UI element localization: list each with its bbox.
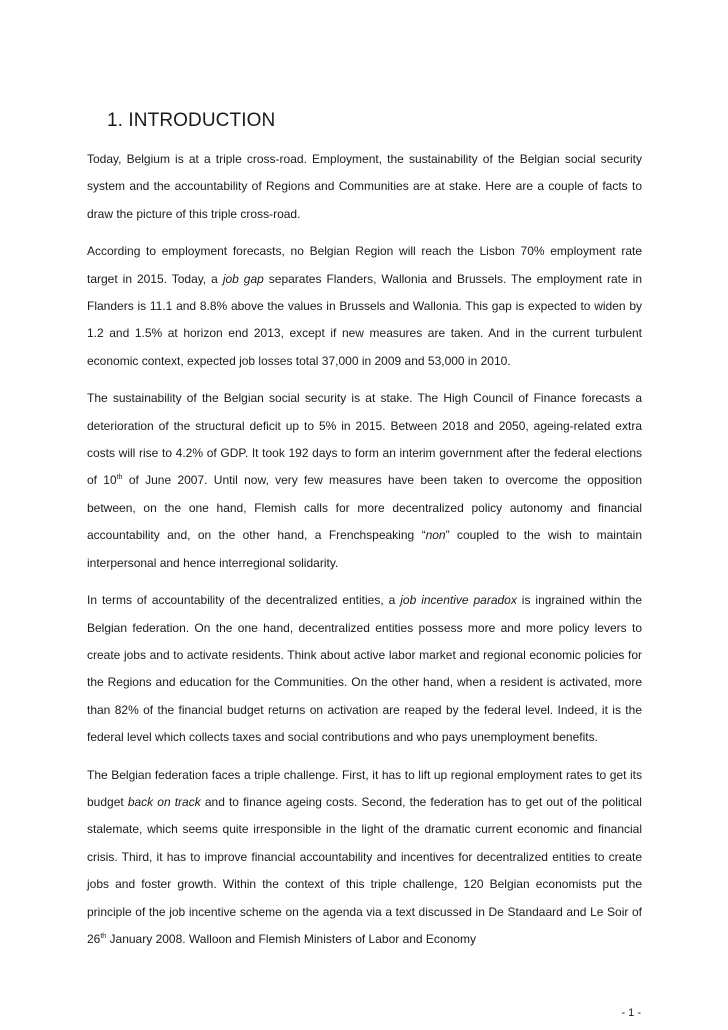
paragraph — [87, 146, 642, 228]
text-run: of June 2007. Until now, very few measures have been taken to overcome the opposition between, on the one hand, Flemish calls for more decentralized policy autonomy and financial accountability and, on the other hand, a Frenchspeaking “ — [87, 473, 642, 543]
text-run: According to employment forecasts, no Belgian Region will reach the Lisbon 70% employment rate target in 2015. Today, a — [87, 244, 642, 286]
text-run: In terms of accountability of the decentralized entities, a — [87, 593, 401, 608]
paragraph — [87, 587, 642, 751]
paragraph — [87, 762, 642, 954]
text-run: The sustainability of the Belgian social security is at stake. The High Council of Finance forecasts a deterioration of the structural deficit up to 5% in 2015. Between 2018 and 2050, ageing-related extra costs will rise to 4.2% of GDP. It took 192 days to form an interim government after the federal elections of 10 — [87, 391, 642, 488]
superscript: th — [116, 474, 123, 482]
text-run: ” coupled to the wish to maintain interpersonal and hence interregional solidarity. — [87, 528, 642, 570]
text-run: January 2008. Walloon and Flemish Ministers of Labor and Economy — [106, 931, 476, 946]
text-run: separates Flanders, Wallonia and Brussels. The employment rate in Flanders is 11.1 and 8.8% above the values in Brussels and Wallonia. This gap is expected to widen by 1.2 and 1.5% at horizon end 2013, except if new measures are taken. And in the current turbulent economic context, expected job losses total 37,000 in 2009 and 53,000 in 2010. — [87, 271, 642, 368]
section-heading: 1. INTRODUCTION — [107, 110, 276, 131]
text-run: Today, Belgium is at a triple cross-road. Employment, the sustainability of the Belgian social security system and the accountability of Regions and Communities are at stake. Here are a couple of facts to draw the picture of this triple cross-road. — [87, 152, 642, 221]
italic-text: non — [425, 528, 446, 543]
document-body — [87, 146, 642, 963]
paragraph — [87, 385, 642, 577]
text-run: and to finance ageing costs. Second, the federation has to get out of the political stalemate, which seems quite irresponsible in the light of the dramatic current economic and financial crisis. Third, it has to improve financial accountability and incentives for decentralized entities to create jobs and foster growth. Within the context of this triple challenge, 120 Belgian economists put the principle of the job incentive scheme on the agenda via a text discussed in De Standaard and Le Soir of 26 — [87, 794, 642, 946]
italic-text: job gap — [222, 271, 264, 286]
paragraph — [87, 238, 642, 375]
text-run: The Belgian federation faces a triple challenge. First, it has to lift up regional employment rates to get its budget — [87, 767, 642, 809]
superscript: th — [100, 932, 107, 940]
page-number: - 1 - — [621, 1007, 641, 1019]
italic-text: job incentive paradox — [400, 593, 517, 608]
italic-text: back on track — [127, 794, 201, 809]
text-run: is ingrained within the Belgian federation. On the one hand, decentralized entities possess more and more policy levers to create jobs and to activate residents. Think about active labor market and regional economic policies for the Regions and education for the Communities. On the other hand, when a resident is activated, more than 82% of the financial budget returns on activation are reaped by the federal level. Indeed, it is the federal level which collects taxes and social contributions and who pays unemployment benefits. — [87, 593, 643, 745]
